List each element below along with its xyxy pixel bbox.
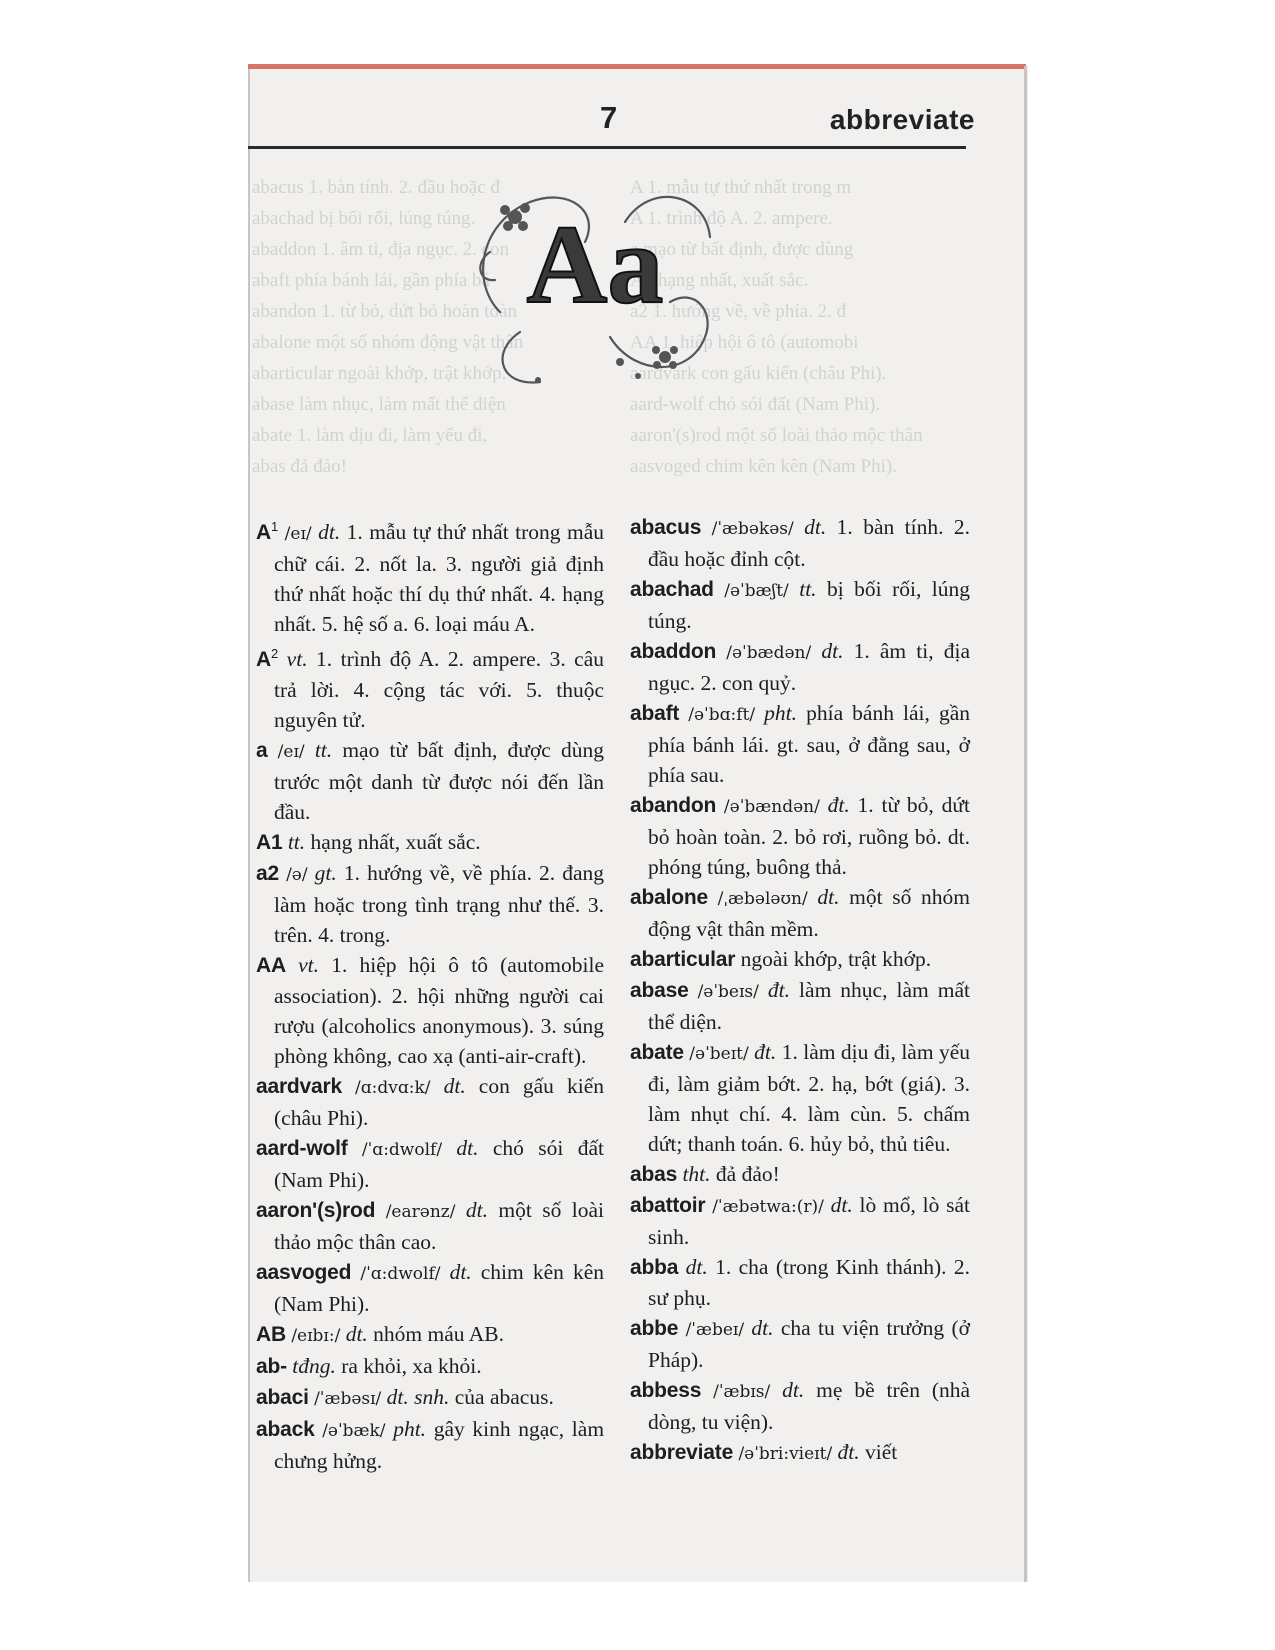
part-of-speech: dt. [817, 885, 840, 909]
definition: ngoài khớp, trật khớp. [740, 947, 932, 971]
definition: 1. hiệp hội ô tô (automobile association). 2. hội những người cai rượu (alcoholics anonymous). 3. súng phòng không, cao xạ (anti-air-craft). [274, 953, 605, 1069]
page-edge [1024, 66, 1027, 1582]
dictionary-entry [256, 512, 604, 639]
definition: mạo từ bất định, được dùng trước một danh từ được nói đến lần đầu. [274, 738, 605, 825]
headword: abaft [630, 702, 680, 725]
headword: abattoir [630, 1194, 706, 1217]
part-of-speech: đt. [754, 1040, 777, 1064]
definition: một số loài thảo mộc thân cao. [274, 1198, 605, 1255]
dictionary-entry [256, 735, 604, 827]
dictionary-entry [256, 1382, 604, 1414]
dictionary-entry [256, 1414, 604, 1476]
pronunciation: /əˈbri:vieɪt/ [738, 1444, 833, 1464]
part-of-speech: dt. [443, 1074, 466, 1099]
dictionary-entry [256, 1319, 604, 1351]
part-of-speech: dt. [751, 1316, 774, 1340]
definition: ra khỏi, xa khỏi. [341, 1354, 482, 1379]
part-of-speech: dt. [804, 515, 827, 539]
pronunciation: /əˈbeɪt/ [689, 1044, 749, 1064]
part-of-speech: dt. [465, 1198, 488, 1223]
dictionary-entry [256, 827, 604, 858]
definition: viết [865, 1440, 898, 1464]
headword: ab- [256, 1355, 287, 1379]
cover-edge-strip [248, 64, 1026, 69]
dictionary-entry [256, 639, 604, 735]
guide-word: abbreviate [829, 104, 975, 135]
headword: abbe [630, 1317, 679, 1340]
part-of-speech: đt. [837, 1440, 860, 1464]
part-of-speech: vt. [298, 953, 320, 978]
section-letter: Aa [526, 203, 664, 327]
definition: 1. cha (trong Kinh thánh). 2. sư phụ. [648, 1255, 970, 1310]
headword: abalone [630, 886, 708, 909]
headword: aardvark [256, 1075, 342, 1099]
headword: abate [630, 1041, 684, 1064]
dictionary-entry [256, 1351, 604, 1382]
definition: mẹ bề trên (nhà dòng, tu viện). [648, 1378, 971, 1434]
part-of-speech: tt. [314, 738, 333, 763]
definition: chó sói đất (Nam Phi). [274, 1136, 604, 1193]
part-of-speech: dt. [318, 520, 341, 545]
section-letter-ornament [460, 162, 730, 402]
dictionary-entry [630, 1313, 970, 1375]
headword: aaron'(s)rod [256, 1199, 376, 1223]
pronunciation: /earənz/ [385, 1202, 456, 1223]
definition: phía bánh lái, gần phía bánh lái. gt. sau, ở đằng sau, ở phía sau. [648, 701, 971, 787]
part-of-speech: pht. [393, 1417, 427, 1442]
part-of-speech: dt. [449, 1260, 472, 1285]
part-of-speech: gt. [314, 861, 337, 886]
headword: aard-wolf [256, 1137, 348, 1161]
pronunciation: /əˈbændən/ [723, 797, 820, 817]
definition: đả đảo! [715, 1162, 780, 1186]
pronunciation: /əˈbeɪs/ [697, 982, 759, 1002]
headword: abaci [256, 1386, 309, 1410]
headword: aasvoged [256, 1261, 352, 1285]
pronunciation: /əˈbædən/ [726, 643, 812, 663]
definition: làm nhục, làm mất thể diện. [648, 978, 971, 1034]
headword: abbreviate [630, 1441, 734, 1464]
pronunciation: /eɪ/ [277, 742, 305, 763]
headword: abarticular [630, 948, 736, 971]
dictionary-entry [630, 882, 970, 944]
part-of-speech: dt. [456, 1136, 479, 1161]
pronunciation: /ˈæbeɪ/ [685, 1320, 745, 1340]
part-of-speech: dt. snh. [386, 1385, 450, 1410]
headword: abase [630, 979, 689, 1002]
part-of-speech: dt. [345, 1322, 368, 1347]
headword: abaddon [630, 640, 717, 663]
part-of-speech: tt. [799, 577, 817, 601]
part-of-speech: dt. [830, 1193, 853, 1217]
part-of-speech: dt. [685, 1255, 708, 1279]
dictionary-entry [630, 790, 970, 882]
headword: abba [630, 1256, 679, 1279]
definition: 1. hướng về, về phía. 2. đang làm hoặc trong tình trạng như thế. 3. trên. 4. trong. [274, 861, 605, 948]
headword: abandon [630, 794, 717, 817]
definition: gây kinh ngạc, làm chưng hửng. [274, 1417, 605, 1474]
dictionary-entry [630, 512, 970, 574]
header-rule [248, 146, 966, 149]
headword: A [256, 521, 271, 545]
part-of-speech: vt. [286, 647, 308, 672]
definition: 1. bàn tính. 2. đầu hoặc đỉnh cột. [648, 515, 970, 571]
dictionary-entry [256, 858, 604, 950]
pronunciation: /ˈæbɪs/ [713, 1382, 771, 1402]
definition: 1. trình độ A. 2. ampere. 3. câu trả lời. 4. cộng tác với. 5. thuộc nguyên tử. [274, 647, 604, 733]
definition: chim kên kên (Nam Phi). [274, 1260, 604, 1317]
dictionary-entry [630, 944, 970, 975]
dictionary-entry [630, 1437, 970, 1469]
headword: abacus [630, 516, 702, 539]
headword: AB [256, 1323, 286, 1347]
dictionary-entry [256, 1071, 604, 1133]
pronunciation: /ˈɑ:dwolf/ [361, 1140, 443, 1161]
dictionary-entry [630, 574, 970, 636]
dictionary-entry [256, 1195, 604, 1257]
pronunciation: /ɑ:dvɑ:k/ [355, 1078, 431, 1099]
part-of-speech: tht. [682, 1162, 711, 1186]
definition: con gấu kiến (châu Phi). [274, 1074, 605, 1131]
homograph-number: 2 [270, 646, 279, 662]
definition: lò mổ, lò sát sinh. [648, 1193, 970, 1249]
dictionary-entry [256, 950, 604, 1071]
dictionary-entry [630, 975, 970, 1037]
dictionary-entry [630, 1037, 970, 1159]
dictionary-entry [630, 636, 970, 698]
part-of-speech: dt. [782, 1378, 805, 1402]
pronunciation: /ə/ [286, 865, 308, 886]
definition: 1. mẫu tự thứ nhất trong mẫu chữ cái. 2. nốt la. 3. người giả định thứ nhất hoặc thí dụ thứ nhất. 4. hạng nhất. 5. hệ số a. 6. loại máu A. [274, 520, 605, 637]
definition: một số nhóm động vật thân mềm. [648, 885, 971, 941]
part-of-speech: đt. [767, 978, 791, 1002]
definition: 1. làm dịu đi, làm yếu đi, làm giảm bớt. 2. hạ, bớt (giá). 3. làm nhụt chí. 4. làm cùn. 5. chấm dứt; thanh toán. 6. hủy bỏ, thủ tiêu. [648, 1040, 971, 1156]
part-of-speech: tt. [287, 830, 306, 855]
dictionary-entry [256, 1133, 604, 1195]
dictionary-entry [630, 1252, 970, 1313]
definition: bị bối rối, lúng túng. [648, 577, 971, 633]
definition: cha tu viện trưởng (ở Pháp). [648, 1316, 970, 1372]
headword: A1 [256, 831, 283, 855]
headword: AA [256, 954, 286, 978]
part-of-speech: đt. [827, 793, 850, 817]
headword: abachad [630, 578, 714, 601]
dictionary-entry [630, 698, 970, 790]
headword: A [256, 648, 271, 672]
dictionary-entry [630, 1159, 970, 1190]
definition: 1. âm ti, địa ngục. 2. con quỷ. [648, 639, 970, 695]
left-column [256, 512, 604, 1476]
part-of-speech: pht. [764, 701, 798, 725]
headword: aback [256, 1418, 315, 1442]
definition: 1. từ bỏ, dứt bỏ hoàn toàn. 2. bỏ rơi, ruồng bỏ. dt. phóng túng, buông thả. [648, 793, 970, 879]
definition: nhóm máu AB. [373, 1322, 504, 1347]
right-column [630, 512, 970, 1469]
pronunciation: /eɪ/ [284, 524, 312, 545]
dictionary-entry [630, 1375, 970, 1437]
definition: hạng nhất, xuất sắc. [310, 830, 481, 855]
part-of-speech: tđng. [292, 1354, 336, 1379]
pronunciation: /əˈbæk/ [322, 1421, 386, 1442]
definition: của abacus. [454, 1385, 554, 1410]
pronunciation: /ˈæbətwa:(r)/ [712, 1197, 824, 1217]
pronunciation: /ˌæbələʊn/ [717, 889, 808, 909]
headword: abas [630, 1163, 678, 1186]
pronunciation: /ˈæbəkəs/ [711, 519, 794, 539]
part-of-speech: dt. [821, 639, 844, 663]
pronunciation: /ˈɑ:dwolf/ [360, 1264, 441, 1285]
headword: abbess [630, 1379, 702, 1402]
headword: a [256, 739, 268, 763]
pronunciation: /ˈæbəsɪ/ [314, 1389, 382, 1410]
page-number: 7 [600, 100, 618, 135]
dictionary-entry [256, 1257, 604, 1319]
dictionary-entry [630, 1190, 970, 1252]
pronunciation: /əˈbæʃt/ [724, 581, 789, 601]
pronunciation: /eɪbɪ:/ [291, 1326, 341, 1347]
homograph-number: 1 [270, 519, 279, 534]
pronunciation: /əˈbɑ:ft/ [688, 705, 756, 725]
headword: a2 [256, 862, 279, 886]
